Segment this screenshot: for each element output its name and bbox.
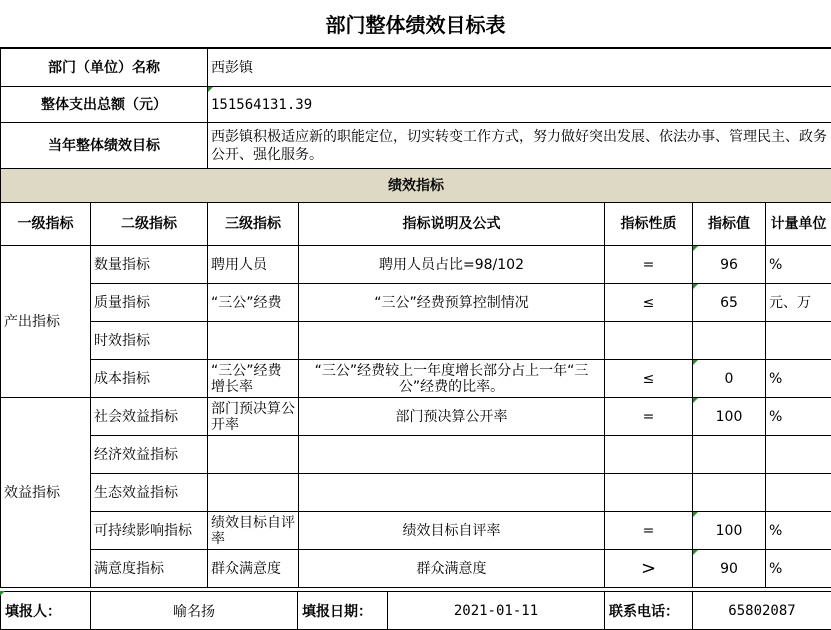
form-footer	[0, 591, 831, 630]
row-l2: 满意度指标	[91, 550, 208, 588]
header-unit: 计量单位	[766, 203, 831, 246]
header-level1: 一级指标	[1, 203, 91, 246]
row-l3[interactable]: “三公”经费增长率	[208, 360, 299, 398]
cell-marker	[693, 398, 698, 403]
table-row	[1, 512, 831, 550]
row-value[interactable]	[693, 246, 766, 284]
row-l2: 生态效益指标	[91, 474, 208, 512]
row-value-text: 65	[720, 294, 738, 311]
row-value[interactable]	[693, 436, 766, 474]
row-nature[interactable]	[605, 474, 693, 512]
row-value[interactable]	[693, 322, 766, 360]
indicator-band: 绩效指标	[1, 169, 831, 203]
row-unit[interactable]: %	[766, 246, 831, 284]
row-l2: 可持续影响指标	[91, 512, 208, 550]
cell-marker	[693, 550, 698, 555]
row-nature[interactable]: ≤	[605, 284, 693, 322]
table-row	[1, 322, 831, 360]
row-nature[interactable]: ≤	[605, 360, 693, 398]
row-l2: 数量指标	[91, 246, 208, 284]
row-l2: 质量指标	[91, 284, 208, 322]
row-value-text: 100	[715, 408, 743, 425]
row-nature[interactable]: =	[605, 512, 693, 550]
header-value: 指标值	[693, 203, 766, 246]
row-unit[interactable]: %	[766, 550, 831, 588]
row-desc[interactable]	[299, 436, 605, 474]
form-title: 部门整体绩效目标表	[0, 0, 831, 48]
phone-value[interactable]	[693, 592, 831, 630]
cell-marker	[693, 284, 698, 289]
row-desc[interactable]: “三公”经费预算控制情况	[299, 284, 605, 322]
row-l3[interactable]	[208, 436, 299, 474]
row-value-text: 0	[724, 370, 734, 387]
header-nature: 指标性质	[605, 203, 693, 246]
total-value-text: 151564131.39	[211, 96, 313, 113]
table-row	[1, 360, 831, 398]
cell-marker	[693, 246, 698, 251]
header-desc: 指标说明及公式	[299, 203, 605, 246]
row-l2: 社会效益指标	[91, 398, 208, 436]
table-row	[1, 436, 831, 474]
date-label: 填报日期：	[298, 592, 388, 630]
phone-label: 联系电话：	[605, 592, 693, 630]
total-label: 整体支出总额（元）	[1, 87, 208, 123]
row-l2: 成本指标	[91, 360, 208, 398]
row-nature[interactable]: =	[605, 246, 693, 284]
row-unit[interactable]: %	[766, 360, 831, 398]
date-value[interactable]: 2021-01-11	[388, 592, 605, 630]
row-l3[interactable]	[208, 322, 299, 360]
row-nature[interactable]: >	[605, 550, 693, 588]
goal-value[interactable]: 西彭镇积极适应新的职能定位，切实转变工作方式，努力做好突出发展、依法办事、管理民主、政务公开、强化服务。	[208, 123, 831, 169]
row-l3[interactable]: 绩效目标自评率	[208, 512, 299, 550]
row-desc[interactable]	[299, 474, 605, 512]
filler-value[interactable]: 喻名扬	[91, 592, 298, 630]
dept-value[interactable]: 西彭镇	[208, 49, 831, 87]
row-value-text: 100	[715, 522, 743, 539]
header-level3: 三级指标	[208, 203, 299, 246]
goal-label: 当年整体绩效目标	[1, 123, 208, 169]
row-desc[interactable]	[299, 322, 605, 360]
row-l3[interactable]: 部门预决算公开率	[208, 398, 299, 436]
table-row	[1, 284, 831, 322]
row-l3[interactable]	[208, 474, 299, 512]
filler-label: 填报人：	[1, 592, 91, 630]
row-unit[interactable]	[766, 474, 831, 512]
row-nature[interactable]: =	[605, 398, 693, 436]
row-value[interactable]	[693, 360, 766, 398]
table-row	[1, 550, 831, 588]
table-row	[1, 246, 831, 284]
performance-table	[0, 48, 831, 588]
row-unit[interactable]: %	[766, 398, 831, 436]
row-value-text: 96	[720, 256, 738, 273]
dept-label: 部门（单位）名称	[1, 49, 208, 87]
row-value[interactable]	[693, 474, 766, 512]
row-unit[interactable]: 元、万	[766, 284, 831, 322]
row-l3[interactable]: “三公”经费	[208, 284, 299, 322]
row-desc[interactable]: 聘用人员占比=98/102	[299, 246, 605, 284]
row-value[interactable]	[693, 284, 766, 322]
row-nature[interactable]	[605, 322, 693, 360]
cell-marker	[693, 360, 698, 365]
row-nature[interactable]	[605, 436, 693, 474]
total-value[interactable]	[208, 87, 831, 123]
cell-marker	[693, 512, 698, 517]
group-benefit: 效益指标	[1, 398, 91, 588]
row-value[interactable]	[693, 550, 766, 588]
row-desc[interactable]: 群众满意度	[299, 550, 605, 588]
row-unit[interactable]	[766, 322, 831, 360]
table-row	[1, 398, 831, 436]
cell-marker	[0, 591, 5, 596]
row-l3[interactable]: 群众满意度	[208, 550, 299, 588]
row-unit[interactable]: %	[766, 512, 831, 550]
header-level2: 二级指标	[91, 203, 208, 246]
row-l2: 经济效益指标	[91, 436, 208, 474]
cell-marker	[208, 87, 213, 92]
row-value[interactable]	[693, 398, 766, 436]
group-output: 产出指标	[1, 246, 91, 398]
row-value[interactable]	[693, 512, 766, 550]
phone-value-text: 65802087	[728, 602, 796, 619]
row-desc[interactable]: “三公”经费较上一年度增长部分占上一年“三公”经费的比率。	[299, 360, 605, 398]
row-desc[interactable]: 绩效目标自评率	[299, 512, 605, 550]
row-l3[interactable]: 聘用人员	[208, 246, 299, 284]
row-desc[interactable]: 部门预决算公开率	[299, 398, 605, 436]
table-row	[1, 474, 831, 512]
row-unit[interactable]	[766, 436, 831, 474]
row-value-text: 90	[720, 560, 738, 577]
row-l2: 时效指标	[91, 322, 208, 360]
